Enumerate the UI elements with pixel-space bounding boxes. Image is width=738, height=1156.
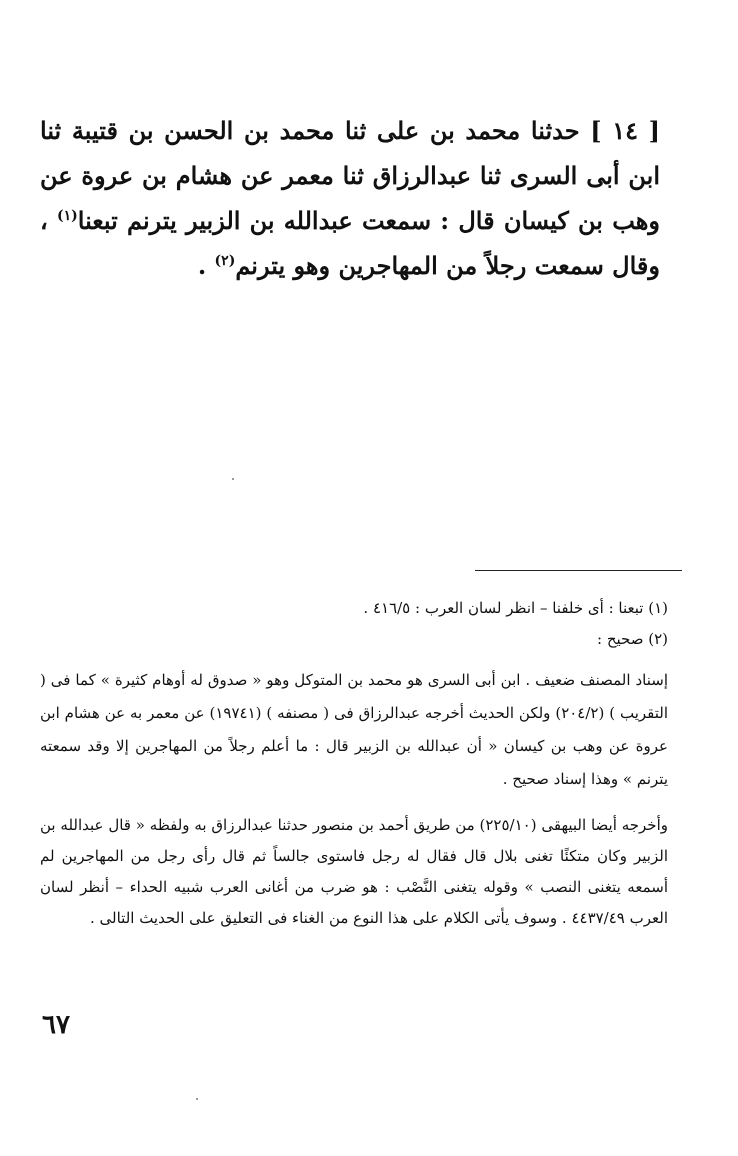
hadith-number: [ ١٤ ]	[590, 116, 660, 145]
footnote-marker-1[interactable]: (١)	[56, 208, 78, 224]
hadith-line-4a: المهاجرين وهو يترنم	[235, 251, 438, 280]
hadith-line-2: السرى ثنا عبدالرزاق ثنا معمر عن هشام بن عروة عن وهب بن كيسان	[40, 161, 661, 235]
footnote-marker-2[interactable]: (٢)	[214, 253, 236, 269]
footnote-1: (١) تبعنا : أى خلفنا – انظر لسان العرب : ٤١٦/٥ .	[363, 599, 668, 617]
footnote-separator	[475, 570, 682, 571]
page-number: ٦٧	[42, 1010, 70, 1040]
scan-speck	[232, 478, 234, 480]
hadith-line-1: حدثنا محمد بن على ثنا محمد بن الحسن بن قتيبة ثنا ابن أبى	[40, 116, 660, 190]
footnotes-block	[40, 593, 668, 655]
footnote-2: (٢) صحيح :	[597, 630, 668, 648]
scan-speck	[196, 1098, 198, 1100]
hadith-text	[40, 108, 660, 288]
takhrij-paragraph-1: إسناد المصنف ضعيف . ابن أبى السرى هو محمد بن المتوكل وهو « صدوق له أوهام كثيرة » كما فى ( التقريب ) (٢٠٤/٢) ولكن الحديث أخرجه عبدالرزاق فى ( مصنفه ) (١٩٧٤١) عن معمر به عن هشام ابن عروة عن وهب بن كيسان « أن عبدالله بن الزبير قال : ما أعلم رجلاً من المهاجرين إلا وقد سمعته يترنم » وهذا إسناد صحيح .	[40, 671, 669, 788]
takhrij-paragraph-2: وأخرجه أيضا البيهقى (٢٢٥/١٠) من طريق أحمد بن منصور حدثنا عبدالرزاق به ولفظه « قال عبدالله بن الزبير وكان متكئًا تغنى بلال قال فقال له رجل فاستوى جالساً ثم قال رأى رجل من المهاجرين لم أسمعه يتغنى النصب » وقوله يتغنى النَّصْب : هو ضرب من أغانى العرب شبيه الحداء – أنظر لسان العرب ٤٤٣٧/٤٩ . وسوف يأتى الكلام على هذا النوع من الغناء فى التعليق على الحديث التالى .	[40, 816, 668, 927]
hadith-line-4b: .	[197, 251, 207, 280]
hadith-line-3b: ، وقال سمعت رجلاً من	[40, 206, 660, 280]
hadith-line-3a: قال : سمعت عبدالله بن الزبير يترنم تبعنا	[77, 206, 495, 235]
